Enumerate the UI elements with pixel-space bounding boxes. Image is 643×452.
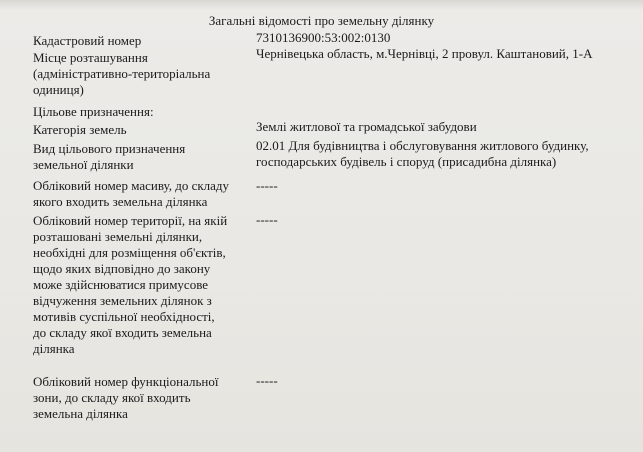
territory-number-label xyxy=(33,213,248,357)
territory-number-label-line: мотивів суспільної необхідності, xyxy=(33,309,215,324)
territory-number-label-line: може здійснюватися примусове xyxy=(33,277,209,292)
territory-number-value: ----- xyxy=(256,212,278,227)
purpose-section-header: Цільове призначення: xyxy=(33,104,154,119)
territory-number-label-line: щодо яких відповідно до закону xyxy=(33,261,211,276)
massif-number-label-line: якого входить земельна ділянка xyxy=(33,194,208,209)
document-title: Загальні відомості про земельну ділянку xyxy=(208,13,435,28)
land-category-label: Категорія земель xyxy=(33,122,127,137)
territory-number-label-line: Обліковий номер території, на якій xyxy=(33,213,228,228)
territory-number-label-line: до складу якої входить земельна xyxy=(33,325,212,340)
massif-number-label xyxy=(33,178,248,210)
functional-zone-label-line: зони, до складу якої входить xyxy=(33,390,191,405)
territory-number-label-line: розташовані земельні ділянки, xyxy=(33,229,203,244)
cadastral-number-label: Кадастровий номер xyxy=(33,33,142,48)
purpose-type-value-line: господарських будівель і споруд (присадибна ділянка) xyxy=(256,154,557,169)
functional-zone-value: ----- xyxy=(256,373,278,388)
functional-zone-label xyxy=(33,374,248,422)
purpose-type-label-line: земельної ділянки xyxy=(33,157,134,172)
land-category-value: Землі житлової та громадської забудови xyxy=(256,119,477,134)
territory-number-label-line: відчуження земельних ділянок з xyxy=(33,293,212,308)
location-label-line: одиниця) xyxy=(33,82,84,97)
territory-number-label-line: необхідні для розміщення об'єктів, xyxy=(33,245,226,260)
location-label xyxy=(33,50,248,98)
territory-number-label-line: ділянка xyxy=(33,341,75,356)
purpose-type-label-line: Вид цільового призначення xyxy=(33,141,186,156)
purpose-type-label xyxy=(33,141,248,173)
massif-number-label-line: Обліковий номер масиву, до складу xyxy=(33,178,230,193)
purpose-type-value xyxy=(256,138,641,170)
location-label-line: Місце розташування xyxy=(33,50,148,65)
location-value: Чернівецька область, м.Чернівці, 2 провул. Каштановий, 1-А xyxy=(256,46,593,61)
location-label-line: (адміністративно-територіальна xyxy=(33,66,211,81)
cadastral-number-value: 7310136900:53:002:0130 xyxy=(256,30,391,45)
massif-number-value: ----- xyxy=(256,178,278,193)
functional-zone-label-line: земельна ділянка xyxy=(33,406,128,421)
purpose-type-value-line: 02.01 Для будівництва і обслуговування житлового будинку, xyxy=(256,138,589,153)
top-edge-shadow xyxy=(0,0,643,10)
functional-zone-label-line: Обліковий номер функціональної xyxy=(33,374,219,389)
